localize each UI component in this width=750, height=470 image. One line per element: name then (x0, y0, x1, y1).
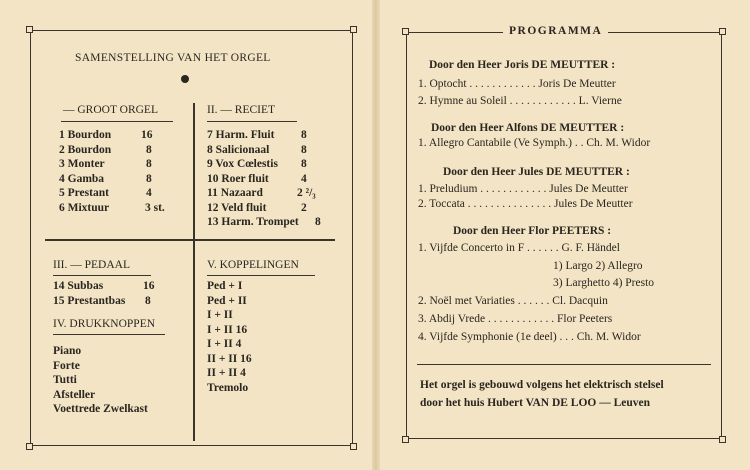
stop-row: 3 Monter 8 (59, 158, 152, 170)
stop-row: 11 Nazaard 2 ²/₃ (207, 187, 316, 199)
groot-orgel-heading: — GROOT ORGEL (63, 104, 158, 116)
pedaal-heading: III. — PEDAAL (53, 259, 130, 271)
heading-underline (53, 334, 165, 335)
programme-item: 1. Preludium . . . . . . . . . . . . Jules De Meutter (418, 183, 628, 195)
corner-ornament (350, 443, 357, 450)
corner-ornament (26, 443, 33, 450)
koppelingen-list (207, 280, 337, 396)
horizontal-divider (45, 239, 335, 241)
list-item: Voettrede Zwelkast (53, 403, 148, 415)
list-item: Tremolo (207, 381, 249, 394)
stop-row: 13 Harm. Trompet 8 (207, 216, 321, 228)
corner-ornament (719, 28, 726, 35)
list-item: Afsteller (53, 388, 96, 401)
footer-line-2: door het huis Hubert VAN DE LOO — Leuven (420, 397, 651, 409)
footer-line-1: Het orgel is gebouwd volgens het elektrisch stelsel (420, 379, 664, 391)
list-item: I + II 16 (207, 323, 248, 336)
heading-underline (61, 121, 173, 122)
pedaal-stops (53, 280, 183, 309)
stop-row: 15 Prestantbas 8 (53, 294, 151, 307)
corner-ornament (402, 28, 409, 35)
vertical-divider (193, 103, 195, 441)
center-fold (372, 0, 380, 470)
programme-item: 3. Abdij Vrede . . . . . . . . . . . . Flor Peeters (418, 313, 613, 325)
performer-heading: Door den Heer Joris DE MEUTTER : (429, 59, 616, 71)
footer-divider (417, 364, 711, 365)
performer-heading: Door den Heer Alfons DE MEUTTER : (431, 122, 625, 134)
stop-row: 1 Bourdon 16 (59, 129, 153, 141)
corner-ornament (26, 26, 33, 33)
stop-row: 2 Bourdon 8 (59, 143, 152, 156)
reciet-heading: II. — RECIET (207, 104, 276, 116)
programme-subitem: 3) Larghetto 4) Presto (553, 277, 655, 289)
corner-ornament (402, 436, 409, 443)
stop-row: 8 Salicionaal 8 (207, 143, 307, 156)
heading-underline (207, 121, 297, 122)
list-item: Forte (53, 359, 80, 372)
reciet-stops (207, 129, 347, 231)
stop-row: 14 Subbas 16 (53, 280, 155, 292)
corner-ornament (719, 436, 726, 443)
programme-title: PROGRAMMA (503, 25, 608, 37)
list-item: II + II 4 (207, 367, 246, 379)
heading-underline (207, 275, 315, 276)
stop-row: 5 Prestant 4 (59, 187, 152, 199)
list-item: I + II 4 (207, 338, 242, 350)
stop-row: 7 Harm. Fluit 8 (207, 129, 307, 141)
stop-row: 10 Roer fluit 4 (207, 172, 307, 185)
programme-item: 2. Toccata . . . . . . . . . . . . . . . Jules De Meutter (418, 198, 633, 210)
list-item: Piano (53, 345, 82, 357)
programme-item: 4. Vijfde Symphonie (1e deel) . . . Ch. M. Widor (418, 331, 641, 343)
list-item: II + II 16 (207, 352, 252, 365)
corner-ornament (350, 26, 357, 33)
groot-orgel-stops (59, 129, 185, 216)
list-item: Ped + I (207, 280, 243, 292)
drukknoppen-list (53, 345, 189, 418)
bullet-dot (181, 75, 189, 83)
stop-row: 12 Veld fluit 2 (207, 201, 307, 214)
programme-panel (406, 25, 722, 439)
koppelingen-heading: V. KOPPELINGEN (207, 259, 299, 271)
programme-subitem: 1) Largo 2) Allegro (553, 260, 643, 272)
programme-item: 1. Vijfde Concerto in F . . . . . . G. F. Händel (418, 242, 620, 254)
list-item: Ped + II (207, 294, 247, 307)
list-item: I + II (207, 309, 233, 321)
performer-heading: Door den Heer Flor PEETERS : (453, 225, 612, 237)
programme-item: 1. Optocht . . . . . . . . . . . . Joris De Meutter (418, 78, 616, 90)
stop-row: 4 Gamba 8 (59, 172, 152, 185)
stop-row: 9 Vox Cœlestis 8 (207, 158, 307, 170)
list-item: Tutti (53, 374, 77, 386)
organ-title: SAMENSTELLING VAN HET ORGEL (75, 52, 271, 64)
heading-underline (53, 275, 151, 276)
programme-item: 2. Noël met Variaties . . . . . . Cl. Dacquin (418, 295, 608, 307)
stop-row: 6 Mixtuur 3 st. (59, 201, 165, 214)
drukknoppen-heading: IV. DRUKKNOPPEN (53, 318, 156, 330)
performer-heading: Door den Heer Jules DE MEUTTER : (443, 166, 630, 178)
programme-item: 2. Hymne au Soleil . . . . . . . . . . . . L. Vierne (418, 95, 622, 107)
programme-item: 1. Allegro Cantabile (Ve Symph.) . . Ch. M. Widor (418, 137, 651, 149)
organ-specification-panel (30, 30, 353, 446)
